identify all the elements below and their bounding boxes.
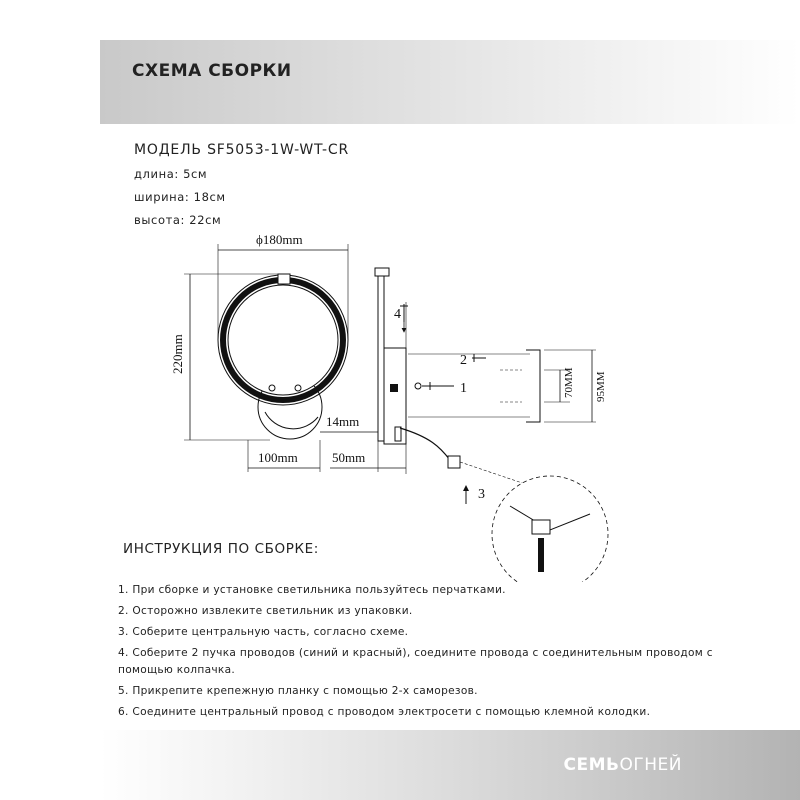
step-1-washer-icon (415, 383, 421, 389)
instruction-step: 2. Осторожно извлеките светильник из упаковки. (118, 605, 413, 617)
footer-band (100, 730, 800, 800)
spec-width: ширина: 18см (134, 190, 226, 204)
diameter-label: ϕ180mm (256, 232, 303, 247)
page-title: СХЕМА СБОРКИ (132, 61, 292, 81)
screw-right (295, 385, 301, 391)
side-switch (390, 384, 398, 392)
detail-connector (532, 520, 550, 534)
base-width-label: 100mm (258, 450, 298, 465)
step-2-screw-icon (472, 354, 486, 362)
assembly-drawing-svg (160, 222, 620, 582)
side-connector (395, 427, 401, 441)
instruction-step: 1. При сборке и установке светильника пользуйтесь перчатками. (118, 584, 506, 596)
instructions-list (118, 582, 718, 725)
screw-left (269, 385, 275, 391)
brand-logo (564, 755, 682, 775)
spacing-70-label: 70MM (563, 367, 575, 398)
detail-screwdriver (538, 538, 544, 572)
depth50-label: 50mm (332, 450, 366, 465)
terminal-block (448, 456, 460, 468)
model-line: МОДЕЛЬ SF5053-1W-WT-CR (134, 142, 350, 158)
instruction-step: 4. Соберите 2 пучка проводов (синий и красный), соедините провода с соединительным проводом с помощью колпачка. (118, 647, 713, 676)
instruction-step: 3. Соберите центральную часть, согласно схеме. (118, 626, 409, 638)
step-1-label: 1 (460, 381, 467, 396)
side-ring-profile (378, 276, 384, 441)
brand-bold: СЕМЬ (563, 755, 620, 775)
instruction-step: 6. Соедините центральный провод с проводом электросети с помощью клемной колодки. (118, 706, 651, 718)
power-cable (400, 428, 450, 460)
assembly-drawing (160, 222, 620, 582)
side-top-cap (375, 268, 389, 276)
header-band (100, 40, 800, 124)
plate-95-label: 95MM (595, 371, 607, 402)
depth14-label: 14mm (326, 414, 360, 429)
mounting-plate (526, 350, 540, 422)
instructions-title: ИНСТРУКЦИЯ ПО СБОРКЕ: (123, 541, 319, 557)
instruction-step: 5. Прикрепите крепежную планку с помощью 2-х саморезов. (118, 685, 478, 697)
ring-inner (228, 285, 338, 395)
step-2-label: 2 (460, 353, 467, 368)
step-3-label: 3 (478, 487, 485, 502)
step-4-label: 4 (394, 307, 401, 322)
spec-length: длина: 5см (134, 167, 208, 181)
ring-top-clip (278, 274, 290, 284)
height-label: 220mm (170, 334, 185, 374)
spec-height: высота: 22см (134, 213, 222, 227)
brand-light: ОГНЕЙ (619, 755, 682, 775)
step-1-bolt-icon (422, 382, 454, 390)
step-4-screw-icon (400, 304, 408, 322)
